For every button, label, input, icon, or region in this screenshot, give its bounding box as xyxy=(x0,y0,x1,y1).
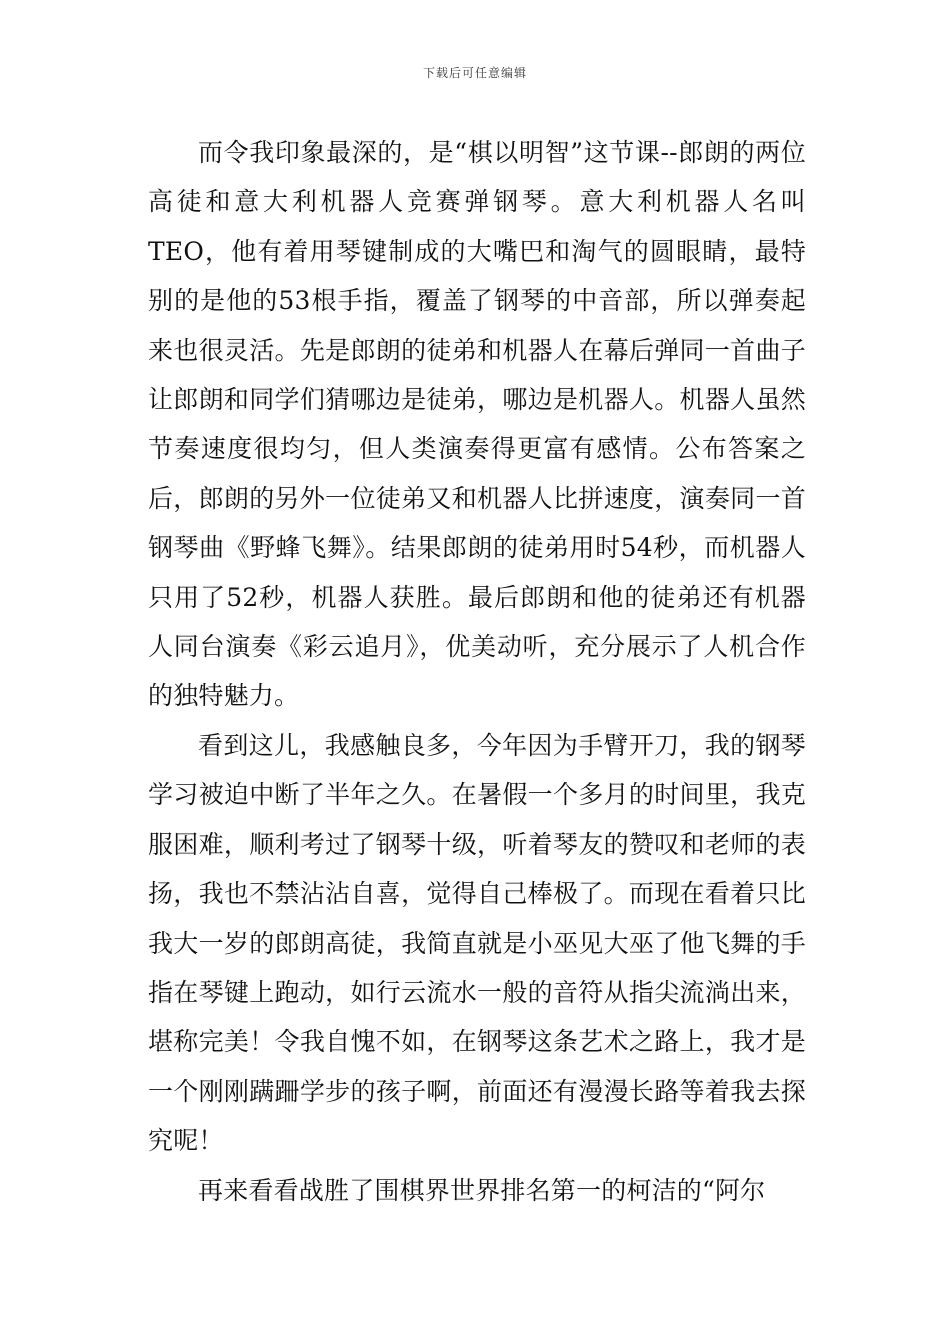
paragraph: 再来看看战胜了围棋界世界排名第一的柯洁的“阿尔 xyxy=(198,1175,766,1205)
paragraph: 看到这儿，我感触良多，今年因为手臂开刀，我的钢琴学习被迫中断了半年之久。在暑假一个多月的时间里，我克服困难，顺利考过了钢琴十级，听着琴友的赞叹和老师的表扬，我也不禁沾沾自喜，觉得自己棒极了。而现在看着只比我大一岁的郎朗高徒，我简直就是小巫见大巫了他飞舞的手指在琴键上跑动，如行云流水一般的音符从指尖流淌出来，堪称完美！令我自愧不如，在钢琴这条艺术之路上，我才是一个刚刚蹒跚学步的孩子啊，前面还有漫漫长路等着我去探究呢！ xyxy=(148,730,806,1156)
document-body xyxy=(148,128,806,1215)
page-header: 下载后可任意编辑 xyxy=(422,66,527,80)
paragraph: 而令我印象最深的，是“棋以明智”这节课--郎朗的两位高徒和意大利机器人竞赛弹钢琴。意大利机器人名叫TEO，他有着用琴键制成的大嘴巴和淘气的圆眼睛，最特别的是他的53根手指，覆盖了钢琴的中音部，所以弹奏起来也很灵活。先是郎朗的徒弟和机器人在幕后弹同一首曲子让郎朗和同学们猜哪边是徒弟，哪边是机器人。机器人虽然节奏速度很均匀，但人类演奏得更富有感情。公布答案之后，郎朗的另外一位徒弟又和机器人比拼速度，演奏同一首钢琴曲《野蜂飞舞》。结果郎朗的徒弟用时54秒，而机器人只用了52秒，机器人获胜。最后郎朗和他的徒弟还有机器人同台演奏《彩云追月》，优美动听，充分展示了人机合作的独特魅力。 xyxy=(148,138,806,711)
